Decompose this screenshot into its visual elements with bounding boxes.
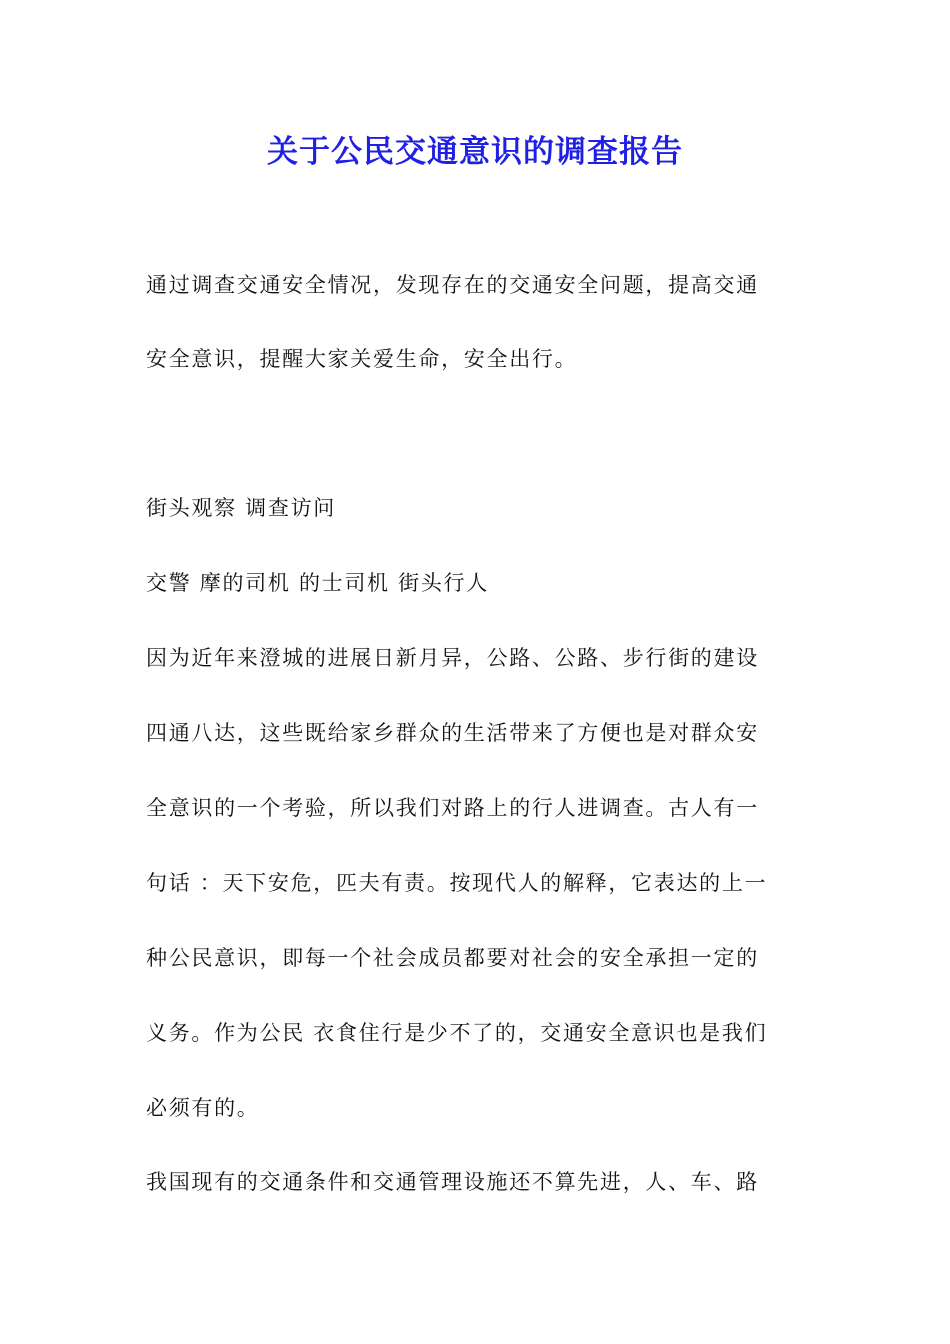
paragraph-line-5: 全意识的一个考验，所以我们对路上的行人进调查。古人有一	[146, 796, 759, 820]
paragraph-line-3: 因为近年来澄城的进展日新月异，公路、公路、步行街的建设	[146, 646, 759, 670]
paragraph-line-7: 种公民意识，即每一个社会成员都要对社会的安全承担一定的	[146, 946, 759, 970]
paragraph-line-1: 通过调查交通安全情况，发现存在的交通安全问题，提高交通	[146, 273, 759, 297]
paragraph-line-8: 义务。作为公民 衣食住行是少不了的，交通安全意识也是我们	[146, 1021, 768, 1045]
section-heading-subjects: 交警 摩的司机 的士司机 街头行人	[146, 571, 489, 595]
section-heading-methods: 街头观察 调查访问	[146, 496, 336, 520]
paragraph-line-2: 安全意识，提醒大家关爱生命，安全出行。	[146, 347, 578, 371]
paragraph-line-4: 四通八达，这些既给家乡群众的生活带来了方便也是对群众安	[146, 721, 759, 745]
page-title: 关于公民交通意识的调查报告	[267, 134, 683, 170]
paragraph-line-10: 我国现有的交通条件和交通管理设施还不算先进，人、车、路	[146, 1170, 759, 1194]
paragraph-line-9: 必须有的。	[146, 1096, 260, 1120]
paragraph-line-6: 句话 ：天下安危，匹夫有责。按现代人的解释，它表达的上一	[146, 871, 768, 895]
